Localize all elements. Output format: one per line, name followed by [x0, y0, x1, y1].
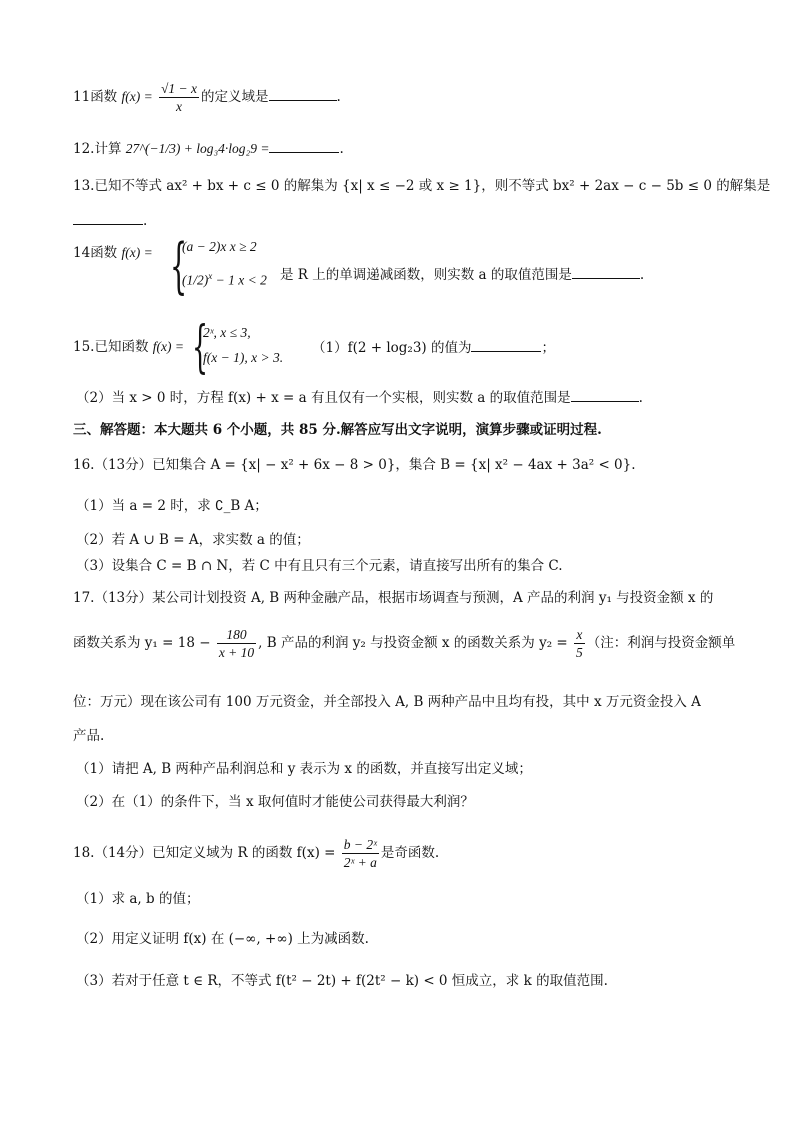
text: 计算 [94, 141, 122, 157]
function-expression: f(x) = [152, 339, 184, 354]
question-12 [73, 138, 344, 159]
question-14-tail [280, 264, 644, 285]
question-18-part1: （1）求 a, b 的值； [76, 891, 200, 907]
question-16-part3: （3）设集合 C = B ∩ N，若 C 中有且只有三个元素，请直接写出所有的集合 C. [76, 558, 563, 574]
fraction-denominator: 5 [576, 645, 583, 660]
answer-blank[interactable] [73, 210, 143, 225]
question-18-part3: （3）若对于任意 t ∈ R，不等式 f(t² − 2t) + f(2t² − k) < 0 恒成立，求 k 的取值范围. [76, 973, 608, 989]
text: （2）当 x > 0 时，方程 f(x) + x = a 有且仅有一个实根，则实数 a 的取值范围是 [76, 390, 571, 406]
math-expression: 27^(−1/3) + log₃4·log₂9 = [125, 141, 270, 156]
fraction [574, 626, 585, 661]
question-17-line3: 位：万元）现在该公司有 100 万元资金，并全部投入 A, B 两种产品中且均有投，其中 x 万元资金投入 A [73, 694, 701, 710]
question-17-part1: （1）请把 A, B 两种产品利润总和 y 表示为 x 的函数，并直接写出定义域； [76, 761, 532, 777]
question-17-part2: （2）在（1）的条件下，当 x 取何值时才能使公司获得最大利润？ [76, 794, 474, 810]
text: . [639, 267, 645, 283]
base: (1/2) [182, 272, 209, 288]
question-number: 11 [73, 89, 91, 105]
text: 已知函数 [94, 339, 149, 355]
text: ； [541, 340, 555, 356]
text: 函数关系为 y₁ = 18 − [73, 635, 211, 651]
piecewise-brace: { [192, 315, 209, 380]
question-text: 已知不等式 ax² + bx + c ≤ 0 的解集为 {x| x ≤ −2 或 x ≥ 1}，则不等式 bx² + 2ax − c − 5b ≤ 0 的解集是 [94, 178, 771, 194]
function-expression: f(x) = [121, 245, 153, 260]
text: . [638, 390, 643, 406]
text: （注：利润与投资金额单 [586, 635, 736, 651]
section-heading: 三、解答题：本大题共 6 个小题，共 85 分.解答应写出文字说明，演算步骤或证明过程. [73, 422, 602, 438]
fraction [217, 626, 256, 661]
exponent: x [208, 271, 213, 281]
fraction-denominator: x [176, 99, 182, 114]
question-15-part1 [312, 337, 555, 358]
question-15-part2 [76, 387, 643, 408]
question-13-continuation [73, 210, 147, 231]
question-13 [73, 176, 770, 196]
fraction-denominator: x + 10 [218, 645, 255, 660]
question-16-stem: 16.（13分）已知集合 A = {x| − x² + 6x − 8 > 0}，集合 B = {x| x² − 4ax + 3a² < 0}. [73, 457, 636, 473]
text: − 1 x < 2 [212, 272, 267, 288]
question-number: 13. [73, 178, 95, 194]
fraction-numerator: √1 − x [161, 81, 198, 96]
question-18-stem [73, 836, 439, 871]
text: 函数 [90, 89, 118, 105]
text: . [336, 89, 341, 105]
fraction-numerator: b − 2ˣ [343, 837, 377, 852]
question-number: 15. [73, 339, 95, 355]
piecewise-case: 2ˣ, x ≤ 3, [203, 325, 251, 340]
question-16-part1: （1）当 a = 2 时，求 ∁_B A； [76, 498, 268, 514]
question-11 [73, 80, 341, 115]
text: （1）f(2 + log₂3) 的值为 [312, 340, 472, 356]
piecewise-case: f(x − 1), x > 3. [203, 350, 284, 365]
question-17-line2 [73, 626, 735, 661]
answer-blank[interactable] [269, 138, 339, 153]
question-17-line1: 17.（13分）某公司计划投资 A, B 两种金融产品，根据市场调查与预测，A 产品的利润 y₁ 与投资金额 x 的 [73, 590, 714, 606]
text: 函数 [90, 245, 118, 261]
fraction-numerator: x [574, 626, 585, 644]
text: 的定义域是 [201, 89, 269, 105]
text: . [143, 213, 148, 229]
text: 是 R 上的单调递减函数，则实数 a 的取值范围是 [280, 267, 572, 283]
text: 18.（14分）已知定义域为 R 的函数 f(x) = [73, 845, 336, 861]
answer-blank[interactable] [269, 86, 337, 101]
question-16-part2: （2）若 A ∪ B = A，求实数 a 的值； [76, 532, 310, 548]
fraction [342, 836, 379, 871]
piecewise-case [182, 266, 267, 291]
text: 是奇函数. [380, 845, 440, 861]
fraction [159, 80, 199, 115]
question-number: 12. [73, 141, 95, 157]
fraction-denominator: 2ˣ + a [343, 855, 377, 870]
question-17-line4: 产品. [73, 728, 105, 744]
piecewise-brace: { [170, 231, 188, 301]
answer-blank[interactable] [572, 264, 640, 279]
answer-blank[interactable] [471, 337, 541, 352]
question-number: 14 [73, 245, 91, 261]
fraction-numerator: 180 [217, 626, 256, 644]
question-14 [73, 243, 153, 263]
piecewise-case: (a − 2)x x ≥ 2 [182, 239, 257, 254]
text: , B 产品的利润 y₂ 与投资金额 x 的函数关系为 y₂ = [258, 635, 568, 651]
question-15 [73, 337, 184, 357]
answer-blank[interactable] [571, 387, 639, 402]
question-18-part2: （2）用定义证明 f(x) 在 (−∞, +∞) 上为减函数. [76, 931, 369, 947]
function-expression: f(x) = [121, 89, 153, 104]
text: . [339, 141, 344, 157]
